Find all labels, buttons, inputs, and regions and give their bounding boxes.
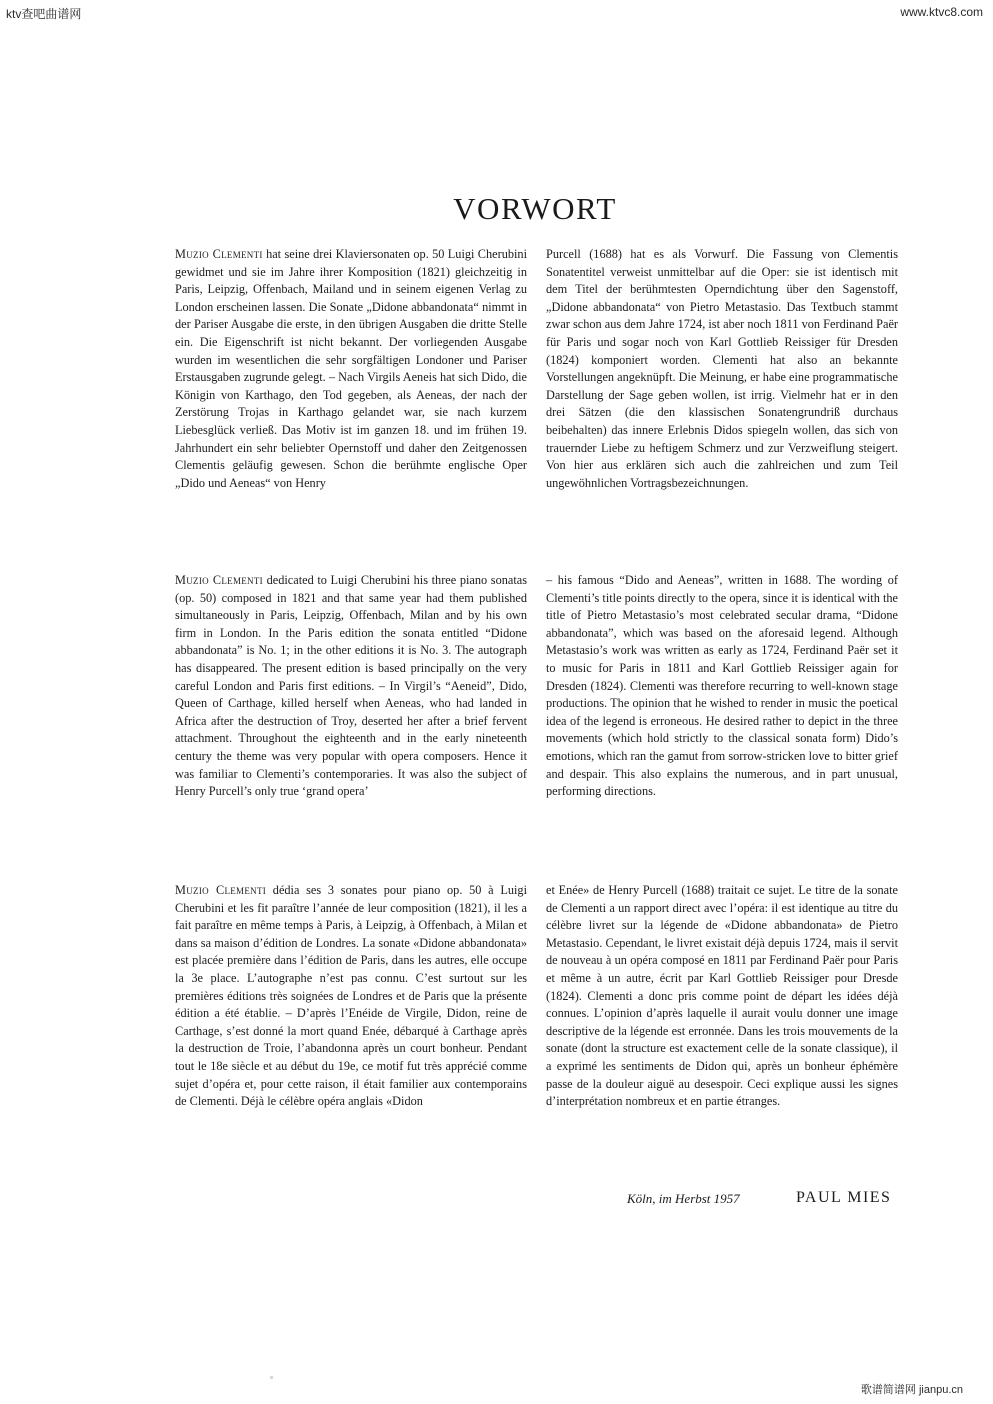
english-left-text: dedicated to Luigi Cherubini his three piano sonatas (op. 50) composed in 1821 and that same year had them published simultaneously in Paris, Leipzig, Offenbach, Milan and by his own firm in London. In the Paris edition the sonata entitled “Didone abbandonata” is No. 1; in the other editions it is No. 3. The autograph has disappeared. The present edition is based principally on the very careful London and Paris first editions. – In Virgil’s “Aeneid”, Dido, Queen of Carthage, killed herself when Aeneas, who had landed in Africa after the destruction of Troy, deserted her after a brief fervent attachment. Throughout the eighteenth and in the early nineteenth century the theme was very popular with opera composers. Hence it was familiar to Clementi’s contemporaries. It was also the subject of Henry Purcell’s only true ‘grand opera’ <box>175 573 527 799</box>
german-left-text: hat seine drei Klaviersonaten op. 50 Luigi Cherubini gewidmet und sie im Jahre ihrer Komposition (1821) gleichzeitig in Paris, Leipzig, Offenbach, Mailand und in seinem eigenen Verlag zu London erscheinen lassen. Die Sonate „Didone abbandonata“ nimmt in der Pariser Ausgabe die erste, in den übrigen Ausgaben die dritte Stelle ein. Die Eigenschrift ist nicht bekannt. Der vorliegenden Ausgabe wurden im wesentlichen die sehr sorgfältigen Londoner und Pariser Erstausgaben zugrunde gelegt. – Nach Virgils Aeneis hat sich Dido, die Königin von Karthago, den Tod gegeben, als Aeneas, der nach der Zerstörung Trojas in Karthago gelandet war, sie nach kurzem Liebesglück verließ. Das Motiv ist im ganzen 18. und im frühen 19. Jahrhundert ein sehr beliebter Opernstoff und daher den Zeitgenossen Clementis geläufig gewesen. Schon die berühmte englische Oper „Dido und Aeneas“ von Henry <box>175 247 527 490</box>
watermark-top-left: ktv查吧曲谱网 <box>6 7 82 21</box>
french-left-text: dédia ses 3 sonates pour piano op. 50 à Luigi Cherubini et les fit paraître l’année de leur composition (1821), il les a fait paraître en même temps à Paris, à Leipzig, à Offenbach, à Milan et dans sa maison d’édition de Londres. La sonate «Didone abbandonata» est placée première dans l’édition de Paris, dans les autres, elle occupe la 3e place. L’autographe n’est pas connu. C’est surtout sur les premières éditions très soignées de Londres et de Paris que la présente édition a été établie. – D’après l’Enéide de Virgile, Didon, reine de Carthage, s’est donné la mort quand Enée, débarqué à Carthage après la destruction de Troie, l’abandonna après un court bonheur. Pendant tout le 18e siècle et au début du 19e, ce motif fut très apprécié comme sujet d’opéra et, pour cette raison, il était familier aux contemporains de Clementi. Déjà le célèbre opéra anglais «Didon <box>175 883 527 1109</box>
french-right-text: et Enée» de Henry Purcell (1688) traitait ce sujet. Le titre de la sonate de Clementi a un rapport direct avec l’opéra: il est identique au titre du célèbre livret sur la légende de «Didone abbandonata» de Pietro Metastasio. Cependant, le livret existait déjà depuis 1724, mais il servit de nouveau à un opéra composé en 1811 par Ferdinand Paër pour Paris et même à un autre, écrit par Karl Gottlieb Reissiger pour Dresde (1824). Clementi a donc pris comme point de départ les idées déjà connues. L’opinion d’après laquelle il aurait voulu donner une image descriptive de la légende est erronnée. Dans les trois mouvements de la sonate (dont la structure est exactement celle de la sonate classique), il a exprimé les sentiments de Didon qui, après un bonheur éphémère passe de la douleur aiguë au desespoir. Ceci explique aussi les signes d’interprétation nombreux et en partie étranges. <box>546 883 898 1109</box>
german-column-right <box>546 246 898 492</box>
watermark-bottom-right: 歌谱简谱网 jianpu.cn <box>860 1384 963 1396</box>
page-title: VORWORT <box>453 190 617 226</box>
english-paragraph-left <box>175 572 527 801</box>
english-lead-name: Muzio Clementi <box>175 573 263 587</box>
french-lead-name: Muzio Clementi <box>175 883 267 897</box>
german-lead-name: Muzio Clementi <box>175 247 263 261</box>
german-column-left <box>175 246 527 492</box>
scan-speck <box>270 1376 273 1379</box>
english-column-right <box>546 572 898 801</box>
watermark-top-right: www.ktvc8.com <box>900 5 983 19</box>
signature-place-date: Köln, im Herbst 1957 <box>627 1191 740 1206</box>
signature-author: PAUL MIES <box>796 1189 892 1206</box>
french-column-left <box>175 882 527 1111</box>
english-column-left <box>175 572 527 801</box>
german-paragraph-left <box>175 246 527 492</box>
german-right-text: Purcell (1688) hat es als Vorwurf. Die Fassung von Clementis Sonatentitel verweist unmittelbar auf die Oper: sie ist identisch mit dem Titel der berühmtesten Operndichtung über den Sagenstoff, „Didone abbandonata“ von Pietro Metastasio. Das Textbuch stammt zwar schon aus dem Jahre 1724, ist aber noch 1811 von Ferdinand Paër für Paris und sogar noch von Karl Gottlieb Reissiger für Dresden (1824) komponiert worden. Clementi hat also an bekannte Vorstellungen angeknüpft. Die Meinung, er habe eine programmatische Darstellung der Sage geben wollen, ist irrig. Vielmehr hat er in den drei Sätzen (die den klassischen Sonatengrundriß durchaus beibehalten) das innere Erlebnis Didos spiegeln wollen, das sich von trauernder Liebe zu heftigem Schmerz und zur Verzweiflung steigert. Von hier aus erklären sich auch die zahlreichen und zum Teil ungewöhnlichen Vortragsbezeichnungen. <box>546 247 898 490</box>
french-paragraph-left <box>175 882 527 1111</box>
french-column-right <box>546 882 898 1111</box>
english-right-text: – his famous “Dido and Aeneas”, written in 1688. The wording of Clementi’s title points directly to the opera, since it is identical with the title of Pietro Metastasio’s most celebrated secular drama, “Didone abbandonata”, which was based on the aforesaid legend. Although Metastasio’s work was written as early as 1724, Ferdinand Paër set it to music for Paris in 1811 and Karl Gottlieb Reissiger again for Dresden (1824). Clementi was therefore recurring to well-known stage productions. The opinion that he wished to render in music the poetical idea of the legend is erroneous. He desired rather to depict in the three movements (which hold strictly to the classical sonata form) Dido’s emotions, which ran the gamut from sorrow-stricken love to bitter grief and despair. This also explains the numerous, and in part unusual, performing directions. <box>546 573 898 799</box>
